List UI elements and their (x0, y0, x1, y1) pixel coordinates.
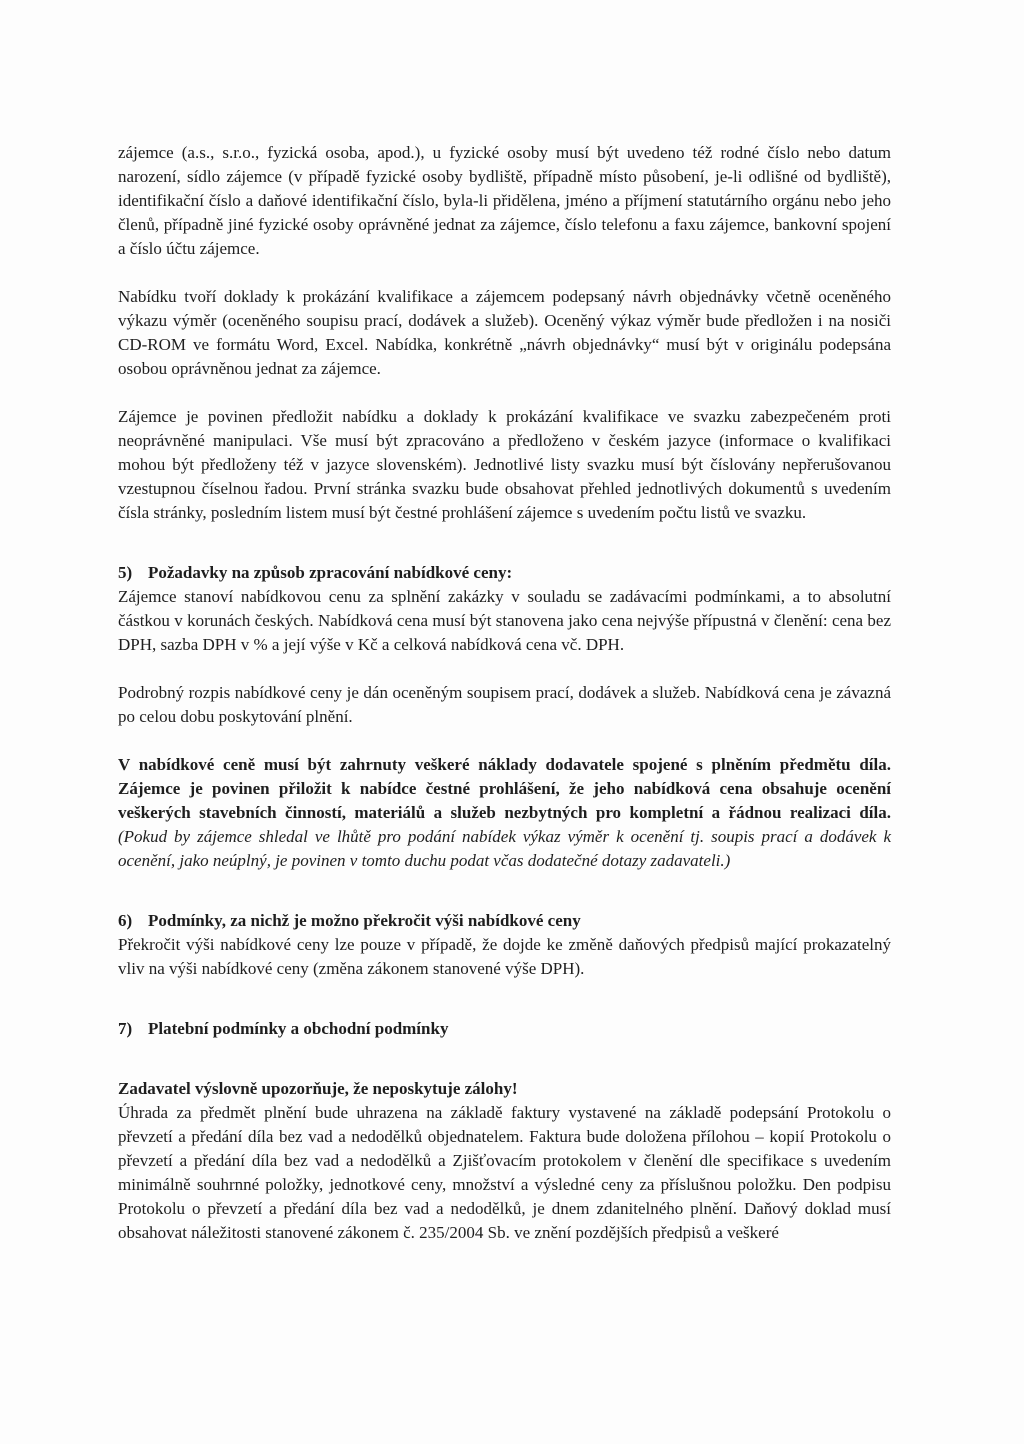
section-7-paragraph-payment: Úhrada za předmět plnění bude uhrazena na základě faktury vystavené na základě podepsání Protokolu o převzetí a předání díla bez vad a nedodělků objednatelem. Faktura bude doložena přílohou – kopií Protokolu o převzetí a předání díla bez vad a nedodělků a Zjišťovacím protokolem v členění dle specifikace s uvedením minimálně souhrnné položky, jednotkové ceny, množství a výsledné ceny za příslušnou položku. Den podpisu Protokolu o převzetí a předání díla bez vad a nedodělků, je dnem zdanitelného plnění. Daňový doklad musí obsahovat náležitosti stanovené zákonem č. 235/2004 Sb. ve znění pozdějších předpisů a veškeré (118, 1103, 891, 1242)
section-5-heading (118, 561, 891, 585)
section-7-notice: Zadavatel výslovně upozorňuje, že neposkytuje zálohy! (118, 1079, 518, 1098)
section-6-number: 6) (118, 911, 133, 930)
section-5-title: Požadavky na způsob zpracování nabídkové ceny: (148, 563, 513, 582)
section-5-paragraph-breakdown: Podrobný rozpis nabídkové ceny je dán oceněným soupisem prací, dodávek a služeb. Nabídková cena je závazná po celou dobu poskytování plnění. (118, 683, 891, 726)
paragraph-offer-composition: Nabídku tvoří doklady k prokázání kvalifikace a zájemcem podepsaný návrh objednávky včetně oceněného výkazu výměr (oceněného soupisu prací, dodávek a služeb). Oceněný výkaz výměr bude předložen i na nosiči CD-ROM ve formátu Word, Excel. Nabídka, konkrétně „návrh objednávky“ musí být v originálu podepsána osobou oprávněnou jednat za zájemce. (118, 287, 891, 378)
section-5-costs-italic: (Pokud by zájemce shledal ve lhůtě pro podání nabídek výkaz výměr k ocenění tj. soupis prací a dodávek k ocenění, jako neúplný, je povinen v tomto duchu podat včas dodatečné dotazy zadavateli.) (118, 827, 891, 870)
section-5-paragraph-costs (118, 753, 891, 873)
document-body (118, 141, 891, 1245)
section-6-heading (118, 909, 891, 933)
section-7-number: 7) (118, 1019, 133, 1038)
section-6-title: Podmínky, za nichž je možno překročit výši nabídkové ceny (148, 911, 581, 930)
paragraph-bundle-requirements: Zájemce je povinen předložit nabídku a doklady k prokázání kvalifikace ve svazku zabezpečeném proti neoprávněné manipulaci. Vše musí být zpracováno a předloženo v českém jazyce (informace o kvalifikaci mohou být předloženy též v jazyce slovenském). Jednotlivé listy svazku musí být číslovány nepřerušovanou vzestupnou číselnou řadou. První stránka svazku bude obsahovat přehled jednotlivých dokumentů s uvedením čísla stránky, posledním listem musí být čestné prohlášení zájemce s uvedením počtu listů ve svazku. (118, 407, 891, 522)
section-6-paragraph: Překročit výši nabídkové ceny lze pouze v případě, že dojde ke změně daňových předpisů mající prokazatelný vliv na výši nabídkové ceny (změna zákonem stanovené výše DPH). (118, 935, 891, 978)
section-5-number: 5) (118, 563, 133, 582)
paragraph-applicant-details: zájemce (a.s., s.r.o., fyzická osoba, apod.), u fyzické osoby musí být uvedeno též rodné číslo nebo datum narození, sídlo zájemce (v případě fyzické osoby bydliště, případně místo působení, je-li odlišné od bydliště), identifikační číslo a daňové identifikační číslo, byla-li přidělena, jméno a příjmení statutárního orgánu nebo jeho členů, případně jiné fyzické osoby oprávněné jednat za zájemce, číslo telefonu a faxu zájemce, bankovní spojení a číslo účtu zájemce. (118, 143, 891, 258)
section-5-costs-bold: V nabídkové ceně musí být zahrnuty veškeré náklady dodavatele spojené s plněním předmětu díla. Zájemce je povinen přiložit k nabídce čestné prohlášení, že jeho nabídková cena obsahuje ocenění veškerých stavebních činností, materiálů a služeb nezbytných pro kompletní a řádnou realizaci díla. (118, 755, 891, 822)
section-7-title: Platební podmínky a obchodní podmínky (148, 1019, 449, 1038)
section-5-paragraph-price: Zájemce stanoví nabídkovou cenu za splnění zakázky v souladu se zadávacími podmínkami, a to absolutní částkou v korunách českých. Nabídková cena musí být stanovena jako cena nejvýše přípustná v členění: cena bez DPH, sazba DPH v % a její výše v Kč a celková nabídková cena vč. DPH. (118, 587, 891, 654)
section-7-heading (118, 1017, 891, 1041)
